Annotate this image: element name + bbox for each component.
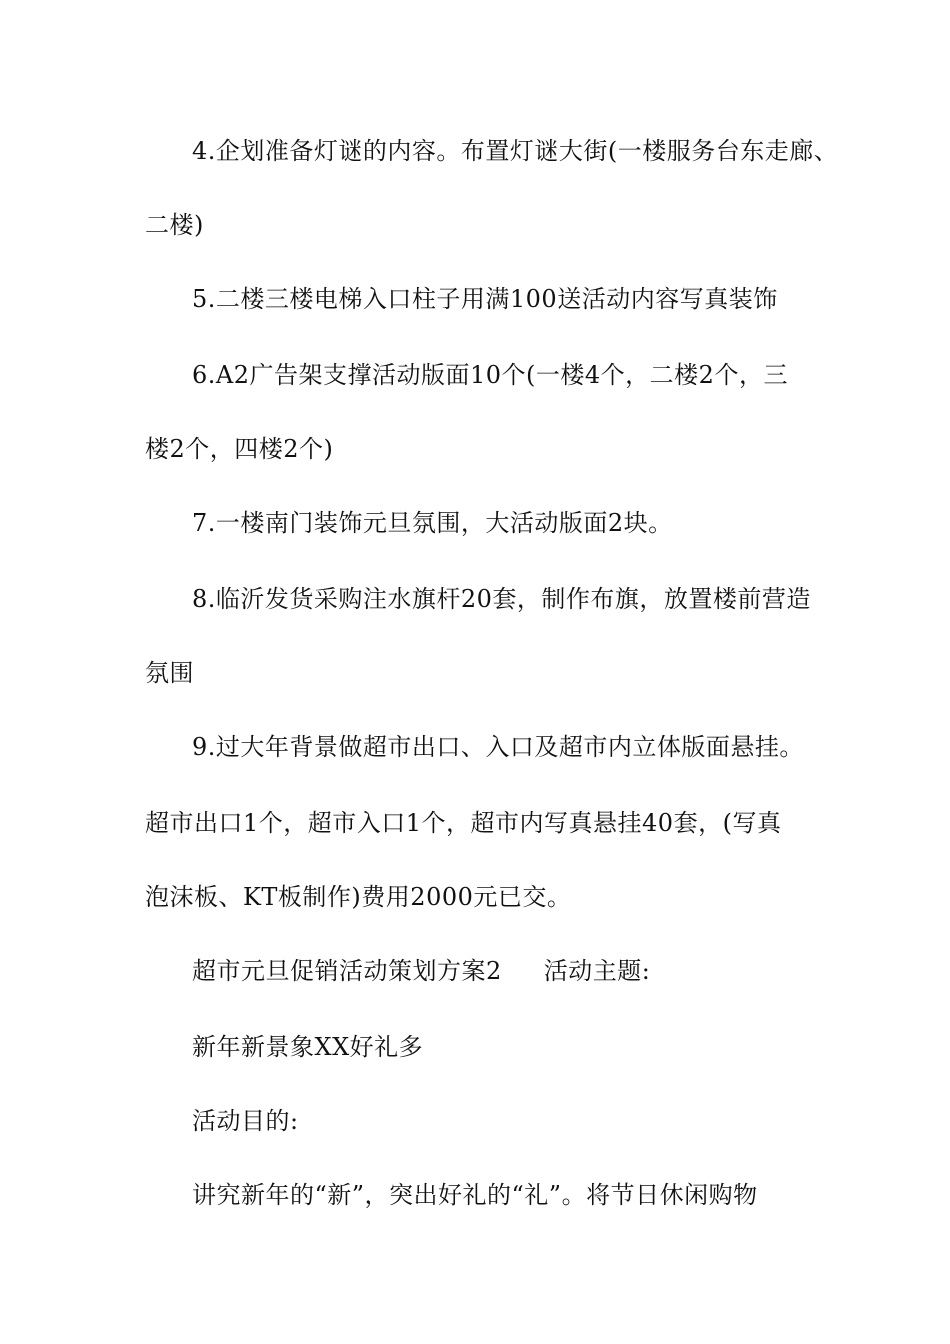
paragraph-line: 7.一楼南门装饰元旦氛围，大活动版面2块。 (192, 509, 673, 537)
paragraph-line: 楼2个，四楼2个) (145, 435, 334, 463)
paragraph-line: 二楼) (145, 211, 204, 239)
paragraph-line: 活动目的: (192, 1107, 299, 1135)
paragraph-line: 6.A2广告架支撑活动版面10个(一楼4个，二楼2个，三 (192, 361, 788, 389)
paragraph-line: 泡沫板、KT板制作)费用2000元已交。 (145, 883, 572, 911)
paragraph-line: 新年新景象XX好礼多 (192, 1033, 424, 1061)
paragraph-line: 讲究新年的“新”，突出好礼的“礼”。将节日休闲购物 (192, 1181, 758, 1209)
paragraph-line: 9.过大年背景做超市出口、入口及超市内立体版面悬挂。 (192, 733, 804, 761)
paragraph-line: 4.企划准备灯谜的内容。布置灯谜大街(一楼服务台东走廊、 (192, 137, 839, 165)
section-heading-line (192, 956, 650, 986)
paragraph-line: 8.临沂发货采购注水旗杆20套，制作布旗，放置楼前营造 (192, 585, 811, 613)
plan-title: 超市元旦促销活动策划方案2 (192, 957, 502, 985)
paragraph-line: 氛围 (145, 659, 194, 687)
paragraph-line: 5.二楼三楼电梯入口柱子用满100送活动内容写真装饰 (192, 285, 778, 313)
paragraph-line: 超市出口1个，超市入口1个，超市内写真悬挂40套，(写真 (145, 809, 782, 837)
theme-label: 活动主题: (543, 957, 651, 985)
